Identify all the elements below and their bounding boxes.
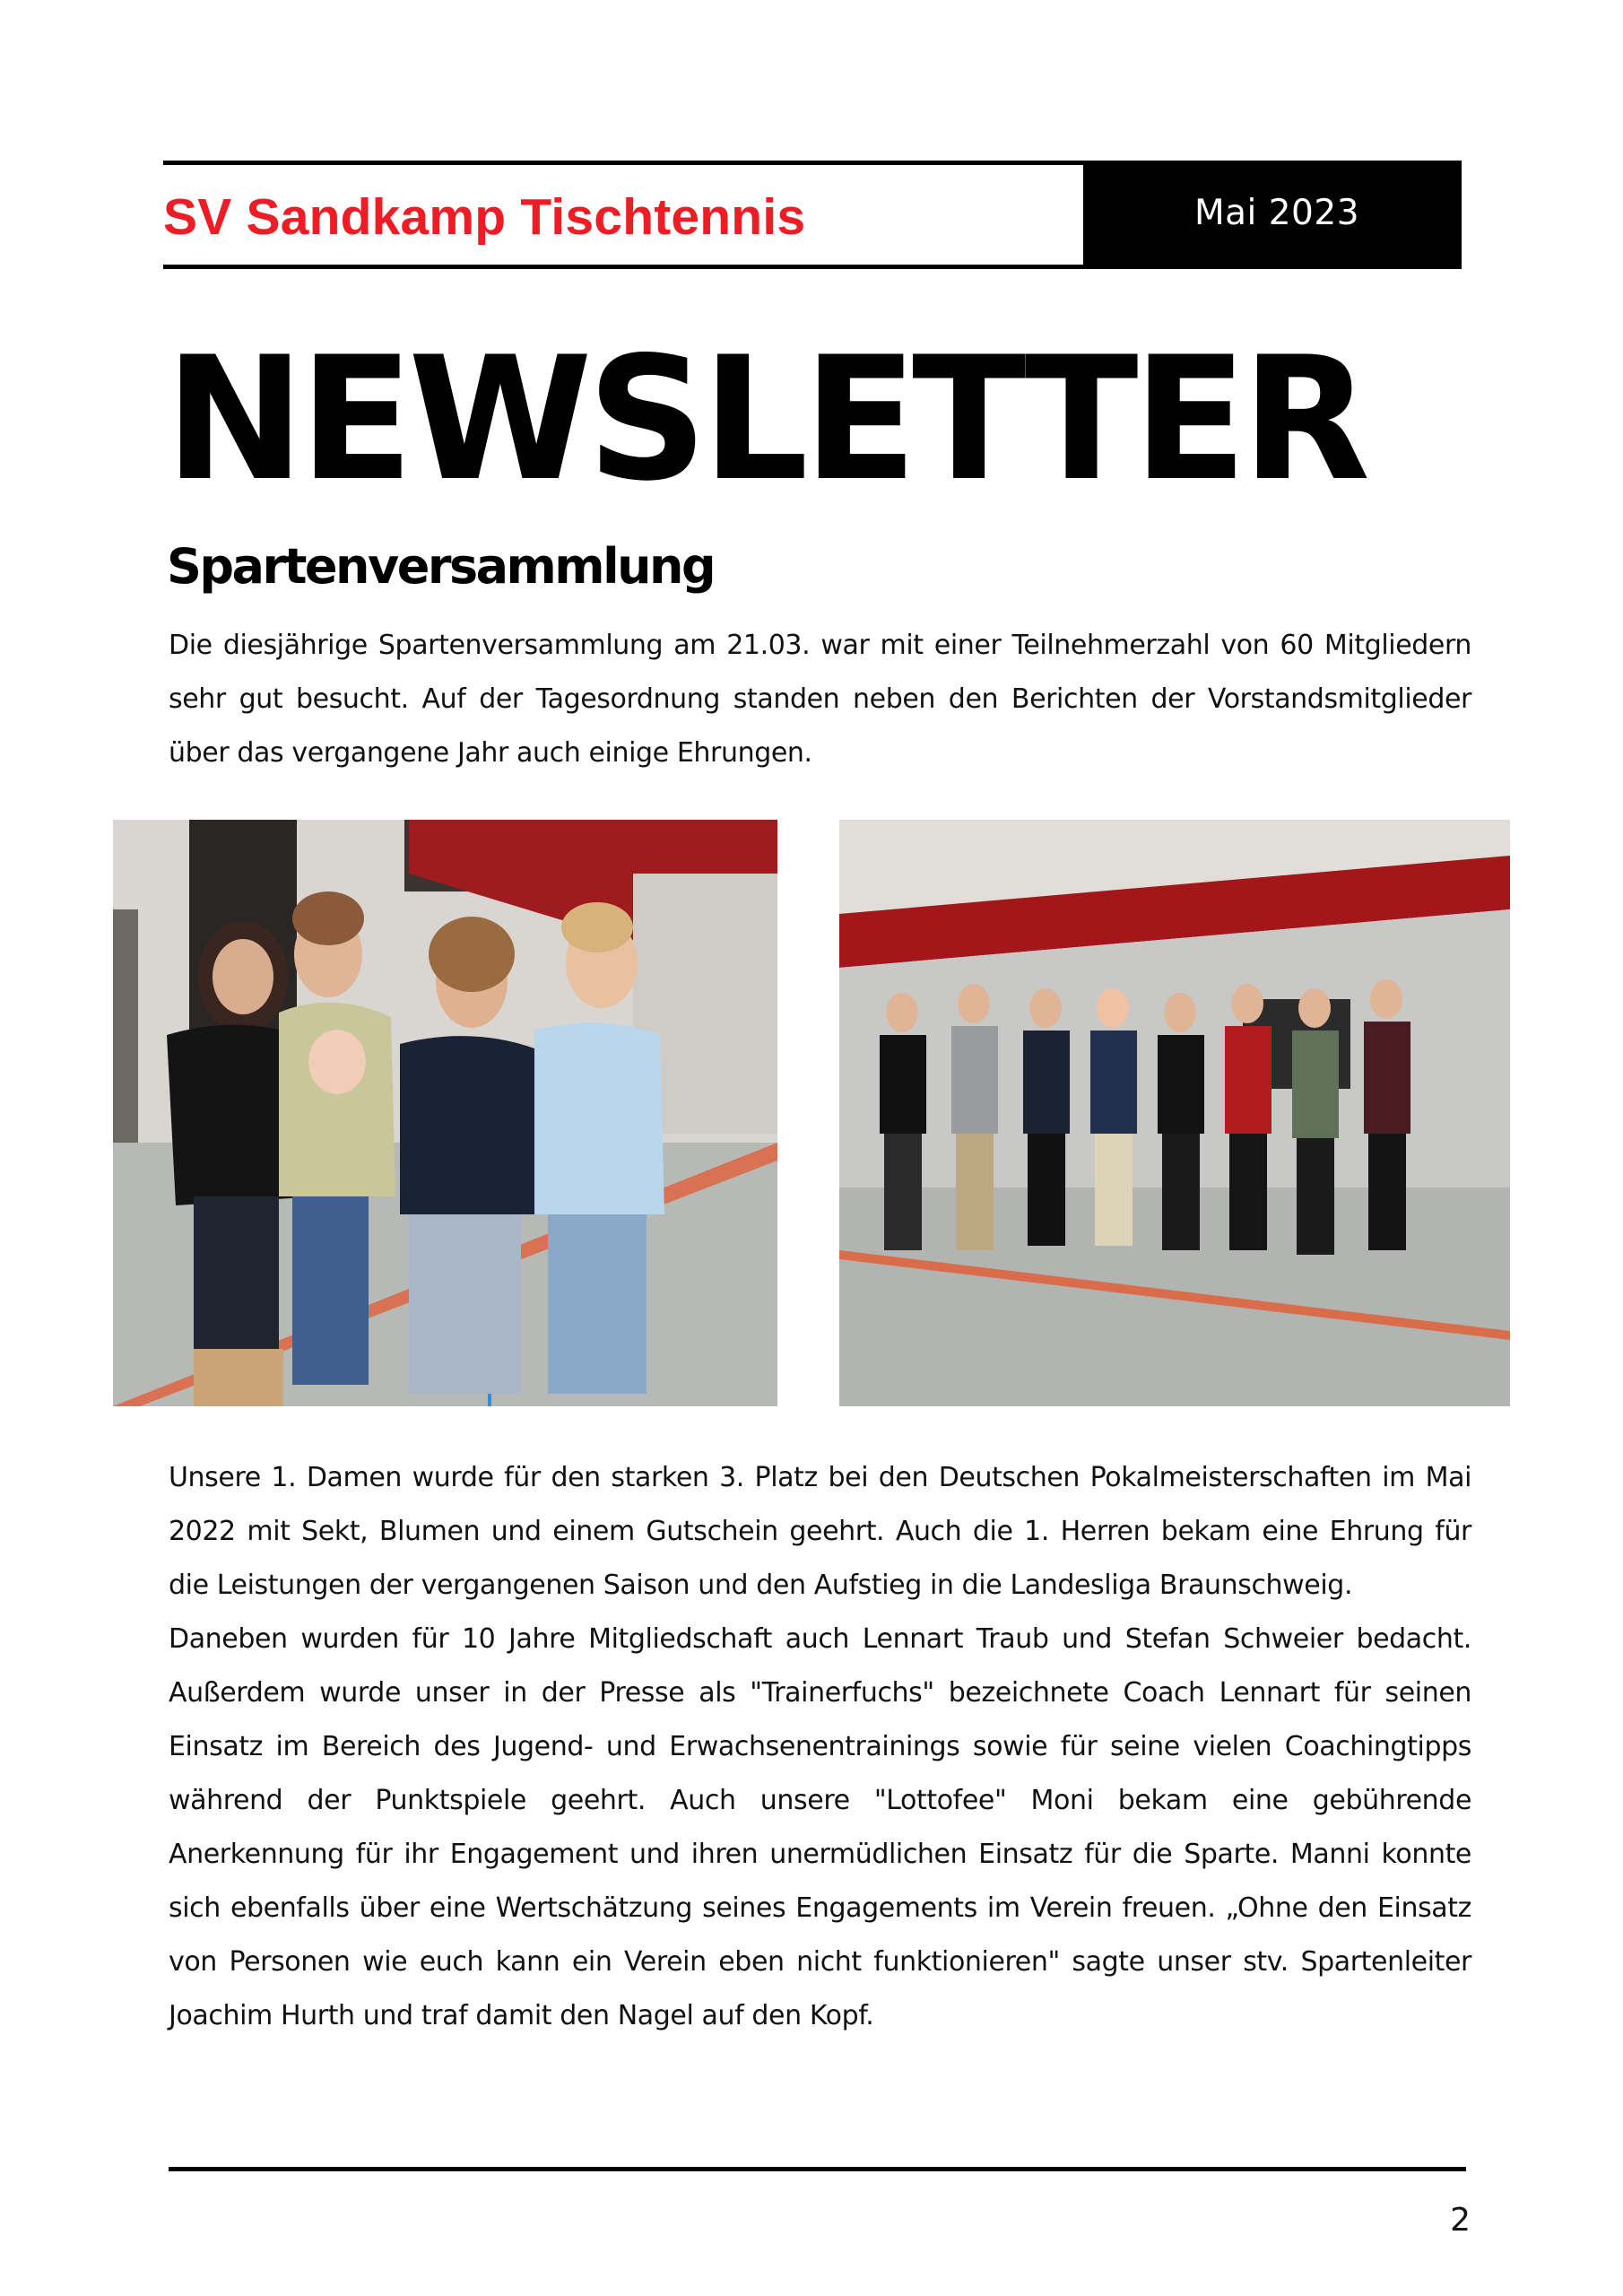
header-top-rule: [163, 161, 1083, 165]
intro-paragraph: Die diesjährige Spartenversammlung am 21.03. war mit einer Teilnehmerzahl von 60 Mitgliedern sehr gut besucht. Auf der Tagesordnung standen neben den Berichten der Vorstandsmitglieder über das vergangene Jahr auch einige Ehrungen.: [169, 630, 1471, 769]
photo-herren-image: [839, 820, 1510, 1406]
section-title: Spartenversammlung: [167, 538, 715, 595]
photo-herren-team: [839, 820, 1510, 1406]
intro-text: [169, 619, 1471, 780]
newsletter-header: [163, 161, 1462, 270]
main-text: [169, 1451, 1471, 2043]
club-name: SV Sandkamp Tischtennis: [163, 188, 806, 246]
issue-date-box: [1083, 161, 1462, 269]
issue-date: Mai 2023: [1193, 193, 1360, 233]
photo-damen-image: [113, 820, 777, 1406]
photo-damen-team: [113, 820, 777, 1406]
header-bottom-rule: [163, 265, 1083, 269]
footer-rule: [169, 2167, 1466, 2171]
page-number: 2: [1450, 2202, 1471, 2239]
newsletter-masthead: NEWSLETTER: [165, 320, 1366, 518]
body-paragraph: Unsere 1. Damen wurde für den starken 3. Platz bei den Deutschen Pokalmeisterschaften im Mai 2022 mit Sekt, Blumen und einem Gutschein geehrt. Auch die 1. Herren bekam eine Ehrung für die Leistungen der vergangenen Saison und den Aufstieg in die Landesliga Braunschweig.: [169, 1462, 1471, 1601]
body-paragraph: Daneben wurden für 10 Jahre Mitgliedschaft auch Lennart Traub und Stefan Schweier bedacht. Außerdem wurde unser in der Presse als "Trainerfuchs" bezeichnete Coach Lennart für seinen Einsatz im Bereich des Jugend- und Erwachsenentrainings sowie für seine vielen Coachingtipps während der Punktspiele geehrt. Auch unsere "Lottofee" Moni bekam eine gebührende Anerkennung für ihr Engagement und ihren unermüdlichen Einsatz für die Sparte. Manni konnte sich ebenfalls über eine Wertschätzung seines Engagements im Verein freuen. „Ohne den Einsatz von Personen wie euch kann ein Verein eben nicht funktionieren" sagte unser stv. Spartenleiter Joachim Hurth und traf damit den Nagel auf den Kopf.: [169, 1623, 1471, 2031]
